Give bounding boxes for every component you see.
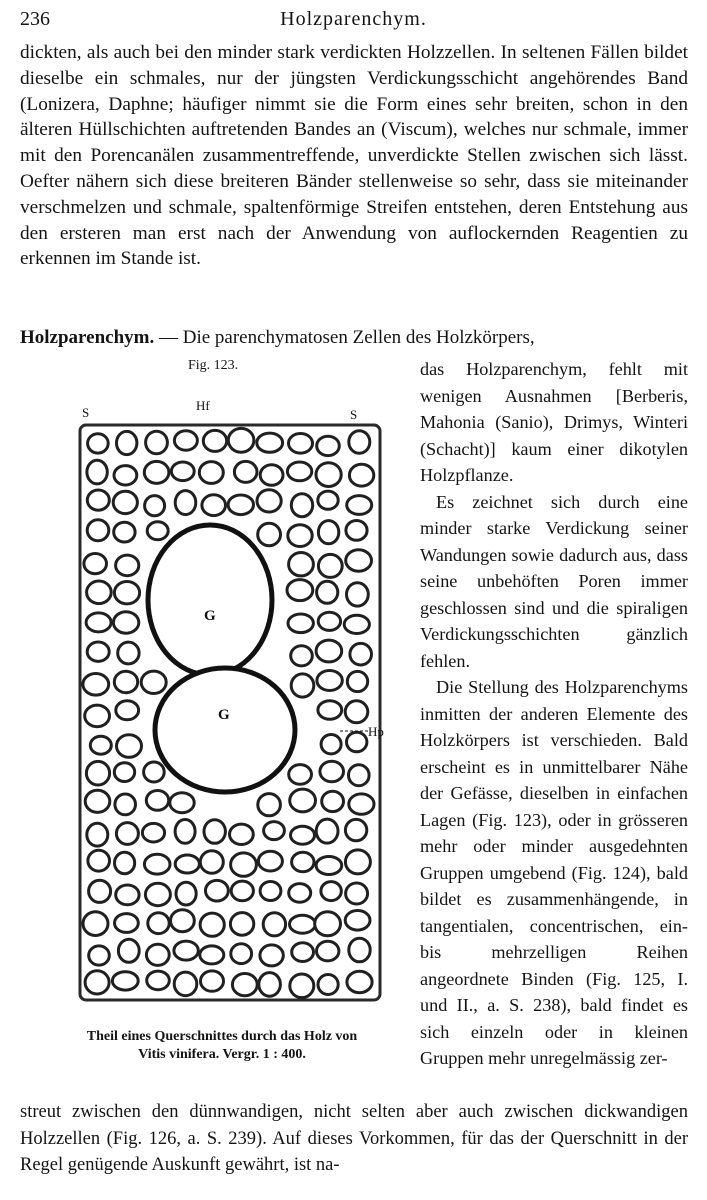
wood-cell: [349, 938, 370, 962]
wood-cell: [322, 791, 344, 811]
wood-cell: [204, 820, 225, 844]
wood-cell: [346, 521, 367, 541]
wood-cell: [288, 525, 312, 547]
wood-cell: [88, 434, 109, 453]
wood-cell: [292, 852, 314, 871]
wood-cell: [202, 495, 226, 516]
wood-cell: [200, 946, 224, 964]
wood-cell: [230, 913, 253, 936]
wood-cell: [291, 494, 312, 517]
wood-cell: [257, 490, 281, 512]
wood-cell: [349, 464, 373, 486]
wood-cell: [144, 762, 165, 782]
wood-cell: [114, 522, 135, 542]
wood-cell: [345, 819, 366, 840]
wood-cell: [87, 823, 108, 846]
wood-cell: [258, 523, 281, 545]
wood-cell: [350, 643, 372, 665]
wood-cell: [175, 491, 196, 515]
wood-cell: [141, 671, 166, 693]
right-column-paragraph-3: Die Stellung des Holzparenchyms inmitten der anderen Elemente des Holzkörpers ist verschieden. Bald erscheint es in unmittelbarer Nähe der Gefässe, dieselben in einfachen Lagen (Fig. 123), oder in grösseren mehr oder minder ausgedehnten Gruppen umgebend (Fig. 124), bald bildet es zusammenhängende, in tangentialen, concentrischen, ein- bis mehrzelligen Reihen angeordnete Binden (Fig. 125, I. und II., a. S. 238), bald findet es sich einzeln oder in kleinen Gruppen mehr unregelmässig zer-: [420, 677, 688, 1068]
wood-cell: [344, 615, 369, 633]
wood-cell: [116, 555, 139, 576]
bottom-paragraph: streut zwischen den dünnwandigen, nicht selten aber auch zwischen dickwandigen Holzzellen (Fig. 126, a. S. 239). Auf dieses Vorkommen, für das der Querschnitt in der Regel genügende Auskunft gewährt, ist na-: [20, 1102, 688, 1175]
wood-cell: [232, 974, 257, 996]
wood-cell: [142, 823, 164, 842]
running-title: Holzparenchym.: [280, 8, 427, 30]
wood-cell: [89, 880, 111, 902]
wood-cell: [316, 463, 341, 487]
wood-cell: [114, 763, 134, 782]
vessel-top: [148, 525, 272, 675]
caption-line-2: Vitis vinifera. Vergr. 1 : 400.: [138, 1047, 306, 1062]
wood-cell: [90, 736, 111, 754]
wood-cell: [231, 944, 252, 964]
wood-cell: [84, 554, 107, 574]
wood-cell: [260, 882, 281, 901]
wood-cell: [87, 460, 107, 484]
wood-cell: [146, 791, 168, 811]
wood-cell: [292, 943, 314, 962]
wood-cell: [170, 793, 194, 813]
wood-cell: [85, 790, 110, 812]
wood-cell: [291, 674, 314, 697]
wood-cell: [289, 553, 314, 576]
wood-cell: [318, 975, 338, 995]
wood-cell: [318, 554, 342, 577]
wood-cell: [86, 613, 111, 632]
wood-cell: [289, 765, 312, 785]
wood-cell: [317, 671, 342, 691]
wood-cell: [321, 882, 341, 901]
wood-cell: [288, 614, 313, 633]
wood-cell: [318, 491, 338, 509]
label-s-left: S: [82, 405, 90, 420]
wood-cell: [145, 883, 170, 905]
wood-cell: [287, 462, 311, 481]
label-hp: Hp: [368, 724, 384, 739]
wood-cell: [147, 522, 168, 540]
wood-cell: [89, 946, 110, 965]
wood-cell: [174, 431, 197, 450]
wood-cell: [174, 941, 198, 960]
label-g-bottom: G: [218, 707, 230, 723]
wood-cell: [290, 789, 316, 812]
wood-cell: [349, 431, 370, 454]
wood-cell: [345, 701, 368, 723]
section-intro-text: — Die parenchymatosen Zellen des Holzkörpers,: [154, 327, 535, 348]
wood-cell: [117, 735, 142, 758]
wood-cell: [347, 496, 372, 515]
wood-cell: [264, 822, 285, 840]
wood-cell: [144, 461, 169, 483]
wood-cell: [290, 915, 316, 933]
wood-cell: [347, 583, 369, 606]
wood-cell: [263, 913, 285, 936]
wood-cell: [287, 580, 313, 601]
wood-cell: [321, 735, 341, 754]
wood-cell: [316, 640, 342, 662]
wood-cell: [346, 883, 368, 904]
wood-cell: [345, 850, 370, 874]
wood-cell: [200, 851, 223, 874]
wood-cell: [88, 850, 110, 871]
wood-cell: [289, 884, 311, 903]
wood-cell: [176, 882, 196, 905]
wood-cell: [113, 491, 137, 513]
wood-cell: [291, 826, 315, 844]
wood-cell: [118, 939, 139, 962]
wood-cell: [145, 496, 165, 516]
wood-cell: [114, 582, 139, 604]
wood-cell: [87, 490, 109, 510]
wood-cell: [83, 674, 109, 696]
page-number: 236: [20, 8, 50, 30]
wood-cell: [231, 853, 257, 876]
wood-cell: [316, 819, 338, 843]
wood-cell: [345, 911, 370, 931]
wood-cell: [171, 462, 194, 481]
wood-cell: [200, 913, 224, 936]
top-paragraph: dickten, als auch bei den minder stark verdickten Holzzellen. In seltenen Fällen bildet dieselbe ein schmales, nur der jüngsten Verdickungsschicht angehörendes Band (Lonizera, Daphne; häufiger nimmt sie die Form eines sehr breiten, schon in den älteren Hüllschichten auftretenden Bandes an (Viscum), welches nur schmale, immer mit den Porencanälen zusammentreffende, unverdickte Stellen zwischen sich lässt. Oefter nähern sich diese breiteren Bänder stellenweise so sehr, dass sie miteinander verschmelzen und schmale, spaltenförmige Streifen entstehen, deren Entstehung aus den ersteren man erst nach der Anwendung von auflockernden Reagentien zu erkennen im Stande ist.: [20, 42, 688, 270]
wood-cell: [83, 912, 108, 936]
wood-cell: [258, 794, 281, 816]
wood-cell: [234, 461, 257, 482]
wood-cell: [175, 820, 195, 844]
caption-line-1: Theil eines Querschnittes durch das Holz von: [86, 1029, 358, 1044]
wood-cell: [144, 854, 170, 874]
wood-cell: [290, 974, 314, 998]
wood-cell: [318, 612, 340, 630]
wood-cell: [115, 794, 136, 815]
wood-cell: [346, 550, 372, 571]
wood-cell: [113, 612, 138, 633]
wood-cell: [118, 642, 139, 664]
wood-cell: [85, 705, 110, 727]
wood-cell: [206, 880, 229, 901]
wood-cell: [349, 765, 370, 786]
label-hf: Hf: [196, 398, 210, 413]
wood-cell: [259, 973, 281, 997]
wood-cell: [231, 881, 253, 901]
wood-cell: [320, 761, 344, 782]
wood-cell: [228, 495, 253, 515]
wood-cell: [230, 824, 254, 844]
wood-cell: [174, 972, 197, 996]
wood-cell: [148, 913, 169, 934]
right-column: [420, 356, 688, 1072]
wood-cell: [114, 671, 137, 692]
wood-cell: [315, 912, 341, 936]
wood-cell: [175, 855, 199, 873]
wood-cell: [87, 642, 109, 661]
wood-cell: [317, 941, 339, 961]
wood-cell: [201, 971, 224, 991]
wood-cell: [199, 462, 223, 484]
wood-cell: [86, 761, 109, 785]
right-column-paragraph-2: Es zeichnet sich durch eine minder starke Verdickung seiner Wandungen sowie dadurch aus, dass seine unbehöften Poren immer geschlossen sind und die spiraligen Verdickungsschichten gänzlich fehlen.: [420, 491, 688, 671]
wood-cell: [317, 436, 340, 455]
section-intro: [20, 325, 688, 351]
label-g-top: G: [204, 608, 216, 624]
wood-cell: [116, 823, 138, 845]
wood-cell: [117, 431, 137, 454]
wood-cell: [349, 794, 374, 814]
wood-cell: [116, 701, 139, 720]
wood-cell: [347, 732, 367, 752]
wood-cell: [115, 914, 139, 933]
wood-cell: [228, 428, 254, 452]
wood-cell: [258, 851, 282, 871]
wood-cell: [318, 521, 338, 544]
wood-cell: [203, 430, 226, 451]
wood-cell: [112, 972, 138, 990]
wood-cell: [316, 857, 342, 875]
wood-cell: [260, 465, 283, 486]
wood-cell: [347, 671, 367, 691]
wood-cell: [146, 431, 168, 454]
wood-cell: [260, 945, 283, 966]
wood-cell: [317, 581, 338, 603]
vessel-bottom: [155, 668, 295, 792]
wood-cell: [87, 520, 109, 541]
wood-cell: [114, 466, 137, 485]
wood-cell: [87, 581, 112, 604]
wood-cell: [318, 701, 342, 720]
wood-cell: [116, 885, 139, 905]
wood-cross-section-figure: [60, 395, 400, 1015]
figure-caption: [42, 1028, 402, 1064]
wood-cell: [147, 971, 170, 990]
wood-cell: [85, 971, 109, 994]
wood-cell: [171, 910, 195, 932]
wood-cell: [347, 971, 372, 992]
page-header: [20, 8, 687, 38]
section-heading: Holzparenchym.: [20, 327, 155, 348]
wood-cell: [291, 646, 313, 666]
wood-cell: [289, 434, 313, 454]
wood-cell: [115, 852, 135, 873]
wood-cell: [257, 433, 283, 452]
label-s-right: S: [350, 407, 358, 422]
right-column-paragraph-1: das Holzparenchym, fehlt mit wenigen Ausnahmen [Berberis, Mahonia (Sanio), Drimys, Winteri (Schacht)] kaum einer dikotylen Holzpflanze.: [420, 359, 688, 485]
figure-label: Fig. 123.: [188, 358, 239, 373]
wood-cell: [146, 944, 169, 965]
